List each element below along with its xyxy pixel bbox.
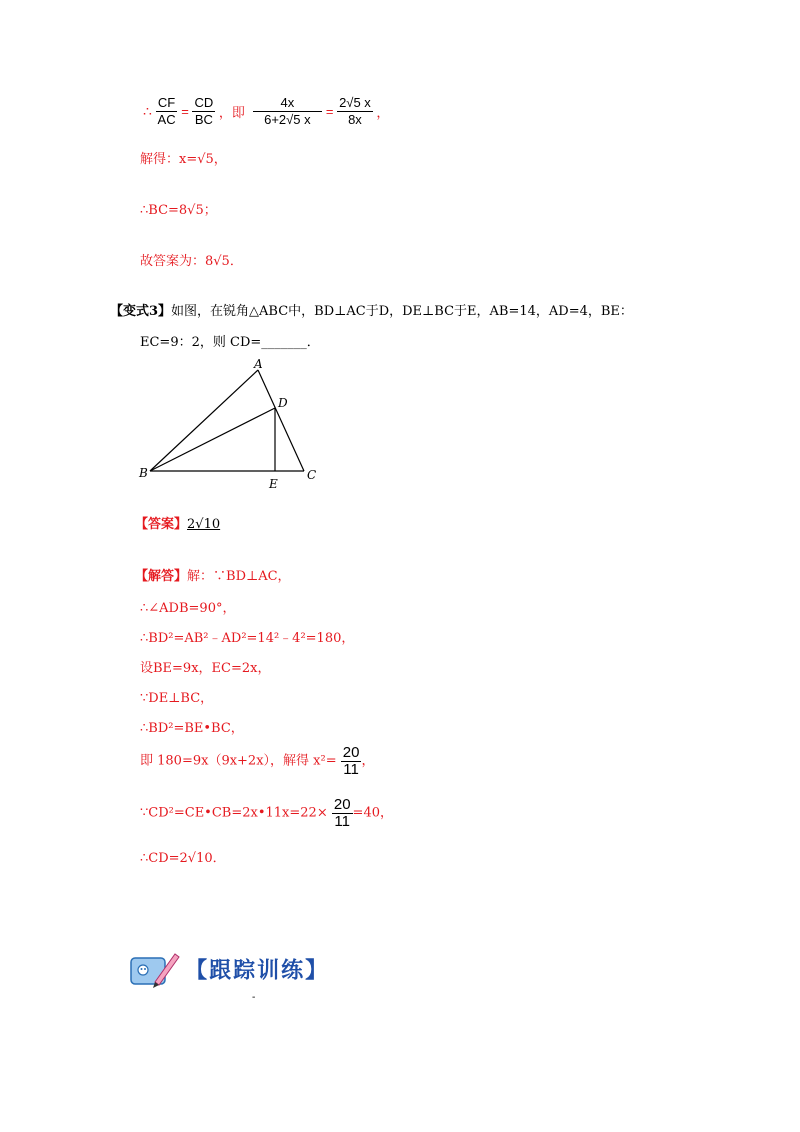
fraction-20-11-b: $\frac{20}{11}$ (333, 796, 351, 830)
fraction-cf-ac: $\frac{CF}{AC}$ (157, 95, 176, 127)
bc-result-line: ∴BC=8√5； (140, 203, 217, 218)
fraction-cd-bc: $\frac{CD}{BC}$ (194, 95, 214, 127)
solution-line-4: 设BE=9x，EC=2x， (140, 661, 271, 676)
footer-mark: - (252, 992, 256, 1003)
pencil-notebook-icon (125, 948, 180, 990)
answer-line (135, 516, 220, 534)
answer-tag: 【答案】 (135, 517, 188, 532)
fraction-2root5x: $\frac{2√5 x}{8x}$ (339, 95, 371, 127)
problem-line-1 (110, 303, 633, 321)
triangle-figure (130, 355, 330, 495)
fraction-4x: $\frac{4x}{6+2√5 x}$ (253, 95, 323, 128)
solution-line-1: 【解答】解：∵BD⊥AC， (135, 569, 291, 584)
therefore-symbol: ∴ (143, 103, 152, 119)
solve-line: 解得：x=√5， (140, 152, 227, 167)
solution-line-9: ∴CD=2√10． (140, 851, 226, 866)
solution-line-6: ∴BD²=BE•BC， (140, 721, 244, 736)
answer-value: 2√10 (187, 517, 221, 532)
label-b: B (139, 466, 148, 480)
problem-text-2: EC=9：2，则 CD=_______． (140, 335, 320, 350)
section-header (125, 948, 329, 990)
solution-line-7: 即 180=9x（9x+2x），解得 x²= $\frac{20}{11}$ ， (140, 744, 375, 778)
problem-tag: 【变式3】 (110, 304, 172, 319)
label-e: E (269, 477, 278, 491)
solution-tag: 【解答】 (135, 569, 188, 584)
ji-connector: ，即 (218, 105, 245, 120)
solution-line-2: ∴∠ADB=90°， (140, 601, 236, 616)
fraction-20-11-a: $\frac{20}{11}$ (342, 744, 360, 778)
solution-line-3: ∴BD²=AB²﹣AD²=14²﹣4²=180， (140, 631, 355, 646)
label-c: C (307, 468, 317, 482)
frac-line: ∴ $\frac{CF}{AC}$ = $\frac{CD}{BC}$ ，即 $\frac{4x}{6+2√5 x}$ = $\frac{2√5 x}{8x}$ ， (143, 95, 390, 127)
label-d: D (278, 396, 288, 410)
label-a: A (254, 357, 263, 371)
problem-text-1: 如图，在锐角△ABC中，BD⊥AC于D，DE⊥BC于E，AB=14，AD=4，BE： (171, 304, 633, 319)
section-title: 【跟踪训练】 (185, 958, 330, 984)
solution-line-8: ∵CD²=CE•CB=2x•11x=22× $\frac{20}{11}$ =40， (140, 796, 393, 830)
final-answer-line: 故答案为：8√5． (140, 254, 243, 269)
solution-line-5: ∵DE⊥BC， (140, 691, 214, 706)
